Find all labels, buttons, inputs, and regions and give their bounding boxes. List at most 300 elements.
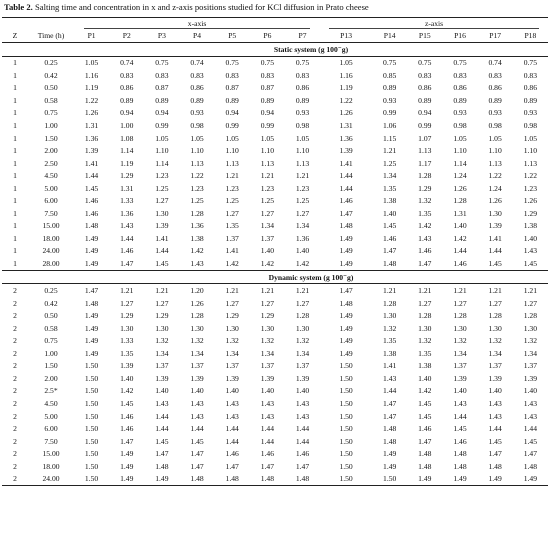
table-cell: 1.05 [190,133,204,143]
table-cell: 1.41 [84,158,99,168]
table-cell: 1.41 [383,361,397,371]
table-cell: 0.93 [295,108,310,118]
table-cell: 0.89 [260,95,274,105]
table-cell: 2 [13,398,17,408]
table-row [2,69,548,82]
table-cell: 0.75 [260,58,274,68]
column-header: P1 [74,29,109,43]
table-cell: 1.30 [295,323,310,333]
table-cell: 1.35 [418,208,432,218]
table-cell: 1.45 [478,257,513,270]
table-cell: 1.10 [260,146,274,156]
column-header: P17 [478,29,513,43]
table-cell: 1.49 [84,336,99,346]
table-cell: 1.50 [84,436,99,446]
table-cell: 0.94 [225,108,239,118]
table-cell: 1.31 [453,208,467,218]
table-cell: 1.49 [109,473,144,486]
table-row [2,82,548,95]
table-cell: 1 [13,58,17,68]
section-title: Static system (g 100⁻g) [74,43,548,57]
table-cell: 1.37 [155,361,169,371]
table-cell: 1.43 [179,257,214,270]
table-cell: 1.46 [225,449,239,459]
column-header: P14 [372,29,407,43]
table-cell: 1.00 [44,348,58,358]
table-cell: 1.38 [418,361,432,371]
table-cell: 1.23 [225,183,239,193]
table-cell: 1.43 [383,373,397,383]
table-cell: 1.21 [295,286,310,296]
table-cell: 1.49 [84,233,99,243]
table-cell: 1.13 [488,158,502,168]
table-cell: 1.44 [339,171,353,181]
table-cell: 2 [13,336,17,346]
table-cell: 0.83 [225,70,239,80]
table-cell: 2 [13,323,17,333]
table-cell: 1.47 [295,461,310,471]
table-cell: 1.22 [339,95,353,105]
table-cell: 1.38 [190,233,204,243]
table-cell: 1.48 [179,473,214,486]
table-cell: 1.23 [295,183,310,193]
table-cell: 1.43 [418,233,432,243]
table-cell: 1.43 [260,411,274,421]
table-cell: 1.39 [120,361,134,371]
table-cell: 0.99 [383,108,397,118]
table-cell: 1.10 [295,146,310,156]
table-cell: 1.49 [383,449,397,459]
table-cell: 1.13 [418,146,432,156]
table-cell: 1.00 [44,121,58,130]
table-cell: 1.47 [407,257,442,270]
section-title-row [2,270,548,284]
table-row [2,232,548,245]
table-cell: 1.50 [339,373,353,383]
table-cell: 1.22 [190,171,204,181]
table-cell: 1.35 [383,336,397,346]
table-cell: 1.37 [260,361,274,371]
table-cell: 1.47 [488,449,502,459]
table-cell: 1.32 [488,336,502,346]
table-cell: 1.43 [190,398,204,408]
table-cell: 0.86 [120,83,134,93]
table-cell: 1.10 [488,146,502,156]
table-cell: 1.21 [418,286,432,296]
table-cell: 0.75 [418,58,432,68]
table-cell: 2.50 [44,158,58,168]
table-cell: 0.85 [383,70,397,80]
table-cell: 1.21 [225,286,239,296]
table-cell: 1.27 [453,298,467,308]
table-cell: 1.38 [383,196,397,206]
table-cell: 1.19 [120,158,134,168]
table-cell: 24.00 [28,473,74,486]
table-cell: 1.38 [523,221,537,231]
table-cell: 1.08 [120,133,134,143]
table-cell: 1.31 [339,121,353,130]
table-cell: 1.05 [155,133,169,143]
table-cell: 1.49 [120,449,134,459]
table-cell: 1.13 [295,158,310,168]
table-row [2,207,548,220]
table-cell: 1.40 [155,386,169,396]
table-cell: 0.99 [260,121,274,130]
table-cell: 1.27 [120,298,134,308]
table-cell: 1.27 [260,208,274,218]
table-cell: 1.33 [120,336,134,346]
table-cell: 1.50 [44,133,58,143]
table-cell: 1.32 [260,336,274,346]
table-cell: 1.13 [225,158,239,168]
table-cell: 1.44 [155,424,169,434]
table-cell: 1 [13,196,17,206]
table-cell: 0.83 [260,70,274,80]
table-cell: 1.44 [225,436,239,446]
table-cell: 0.89 [120,95,134,105]
column-header: P6 [250,29,285,43]
table-cell: 5.00 [44,183,58,193]
table-cell: 0.83 [523,70,537,80]
table-cell: 1.43 [295,411,310,421]
table-cell: 1.47 [109,257,144,270]
table-cell: 2 [13,348,17,358]
table-cell: 0.50 [44,311,58,321]
table-cell: 1.25 [225,196,239,206]
table-cell: 1.21 [523,286,537,296]
table-cell: 6.00 [44,424,58,434]
table-row [2,144,548,157]
table-cell: 1.46 [339,196,353,206]
table-cell: 1.27 [488,298,502,308]
table-cell: 1.50 [84,373,99,383]
column-header: Time (h) [28,29,74,43]
table-cell: 1.42 [120,386,134,396]
table-cell: 1.07 [418,133,432,143]
table-cell: 1.47 [383,246,397,256]
table-cell: 1.37 [190,361,204,371]
table-cell: 1.37 [453,361,467,371]
table-cell: 1.48 [453,449,467,459]
table-cell: 1.21 [260,171,274,181]
table-cell: 1 [13,246,17,256]
table-cell: 1.46 [453,436,467,446]
table-cell: 1.50 [372,473,407,486]
table-row [2,334,548,347]
table-cell: 1.39 [488,373,502,383]
table-cell: 18.00 [42,461,60,471]
table-cell: 1.05 [295,133,310,143]
table-cell: 1.47 [190,461,204,471]
table-cell: 2.00 [44,146,58,156]
table-cell: 1.19 [84,83,99,93]
table-cell: 1.47 [190,449,204,459]
table-row [2,460,548,473]
section-title-row [2,43,548,57]
table-cell: 1.28 [453,196,467,206]
table-cell: 1.23 [190,183,204,193]
table-cell: 1.40 [260,246,274,256]
table-cell: 0.93 [488,108,502,118]
table-cell: 0.93 [190,108,204,118]
column-header: P4 [179,29,214,43]
table-cell: 1.46 [295,449,310,459]
table-cell: 1.05 [225,133,239,143]
table-cell: 0.58 [44,95,58,105]
table-cell: 0.86 [190,83,204,93]
table-cell: 1.40 [453,221,467,231]
table-cell: 1.45 [144,257,179,270]
table-cell: 1.25 [260,196,274,206]
table-cell: 1.39 [84,146,99,156]
table-cell: 1 [13,183,17,193]
table-cell: 2 [13,424,17,434]
table-cell: 0.74 [120,58,134,68]
table-cell: 1 [13,221,17,231]
table-cell: 1 [13,83,17,93]
table-cell: 1.42 [190,246,204,256]
table-cell: 1.06 [383,121,397,130]
column-header: Z [2,29,28,43]
table-cell: 0.87 [155,83,169,93]
z-axis-header: z-axis [320,18,548,30]
table-cell: 1.48 [84,298,99,308]
table-cell: 1.27 [225,208,239,218]
table-cell: 4.50 [44,398,58,408]
table-cell: 0.75 [44,336,58,346]
column-header: P3 [144,29,179,43]
table-cell: 1.10 [190,146,204,156]
table-cell: 1.47 [120,436,134,446]
table-cell: 1.31 [120,183,134,193]
table-cell: 1.30 [120,323,134,333]
table-cell: 1.25 [155,183,169,193]
table-cell: 1.45 [84,183,99,193]
table-cell: 1.47 [339,286,353,296]
table-cell: 1.29 [260,311,274,321]
table-cell: 1.50 [84,424,99,434]
table-cell: 1.41 [225,246,239,256]
table-cell: 1.45 [418,411,432,421]
table-cell: 0.86 [453,83,467,93]
table-cell: 1.27 [155,196,169,206]
table-cell: 1.39 [339,146,353,156]
table-cell: 1.40 [383,208,397,218]
table-cell: 1.34 [260,221,274,231]
table-cell: 7.50 [44,436,58,446]
table-cell: 0.83 [295,70,310,80]
table-cell: 0.98 [453,121,467,130]
table-cell: 1.47 [155,449,169,459]
table-cell: 0.99 [155,121,169,130]
table-cell: 1.32 [295,336,310,346]
table-cell: 0.42 [44,70,58,80]
table-cell: 0.93 [383,95,397,105]
table-cell: 1.37 [488,361,502,371]
table-cell: 1.27 [225,298,239,308]
table-cell: 1.48 [339,298,353,308]
table-cell: 1.31 [84,121,99,130]
table-cell: 1.34 [295,221,310,231]
table-cell: 4.50 [44,171,58,181]
table-cell: 1.48 [453,461,467,471]
table-cell: 1.47 [339,208,353,218]
table-cell: 1.45 [523,436,537,446]
table-cell: 2.5* [44,386,58,396]
table-cell: 1.44 [260,424,274,434]
table-cell: 1.39 [453,373,467,383]
table-cell: 1.05 [488,133,502,143]
table-cell: 1 [13,95,17,105]
table-row [2,257,548,270]
table-cell: 1.25 [190,196,204,206]
table-cell: 0.75 [155,58,169,68]
table-cell: 1.36 [120,208,134,218]
table-cell: 0.87 [225,83,239,93]
table-cell: 1.43 [260,398,274,408]
table-row [2,422,548,435]
table-cell: 1.39 [225,373,239,383]
table-cell: 1.40 [418,373,432,383]
table-cell: 7.50 [44,208,58,218]
table-cell: 1.10 [523,146,537,156]
table-cell: 1.34 [295,348,310,358]
table-cell: 1.40 [295,246,310,256]
table-row [2,297,548,310]
table-cell: 1.27 [295,298,310,308]
table-cell: 0.86 [295,83,310,93]
table-cell: 1 [13,70,17,80]
table-cell: 1.32 [523,336,537,346]
table-cell: 1.05 [339,58,353,68]
table-cell: 0.93 [453,108,467,118]
caption-label: Table 2. [4,2,33,12]
table-cell: 1.43 [225,411,239,421]
table-cell: 0.42 [44,298,58,308]
table-cell: 0.50 [44,83,58,93]
table-cell: 1.27 [155,298,169,308]
table-cell: 1.44 [155,246,169,256]
table-cell: 1.28 [488,311,502,321]
table-cell: 0.75 [44,108,58,118]
table-cell: 15.00 [42,221,60,231]
table-cell: 1.34 [383,171,397,181]
table-cell: 0.86 [418,83,432,93]
table-cell: 1.35 [418,348,432,358]
table-cell: 1.43 [225,398,239,408]
table-cell: 1.49 [74,257,109,270]
table-cell: 1.50 [339,436,353,446]
table-row [2,169,548,182]
table-cell: 1.29 [418,183,432,193]
table-cell: 1.49 [320,257,372,270]
table-cell: 0.74 [190,58,204,68]
table-cell: 1.32 [453,336,467,346]
table-cell: 1.45 [513,257,548,270]
table-cell: 1.34 [155,348,169,358]
table-cell: 1.35 [120,348,134,358]
table-cell: 1.37 [225,361,239,371]
table-cell: 0.83 [418,70,432,80]
table-cell: 1.39 [295,373,310,383]
table-cell: 1.47 [418,436,432,446]
table-cell: 2 [13,286,17,296]
table-cell: 1.37 [260,233,274,243]
table-cell: 1.45 [418,398,432,408]
table-cell: 1.32 [225,336,239,346]
table-cell: 1.20 [190,286,204,296]
table-cell: 1.50 [339,398,353,408]
table-cell: 1.39 [260,373,274,383]
table-cell: 1.40 [453,386,467,396]
column-header: P5 [215,29,250,43]
table-cell: 1.34 [453,348,467,358]
section-title: Dynamic system (g 100⁻g) [74,270,548,284]
table-cell: 1.49 [513,473,548,486]
table-cell: 1.44 [453,246,467,256]
table-cell: 0.75 [453,58,467,68]
table-cell: 0.98 [190,121,204,130]
table-cell: 18.00 [42,233,60,243]
table-cell: 1.44 [488,246,502,256]
table-cell: 0.99 [225,121,239,130]
table-cell: 1.14 [120,146,134,156]
table-cell: 1.49 [144,473,179,486]
table-row [2,435,548,448]
table-cell: 1.43 [523,246,537,256]
table-cell: 1.44 [295,436,310,446]
table-cell: 1.48 [488,461,502,471]
table-cell: 0.86 [523,83,537,93]
table-cell: 1.27 [295,208,310,218]
table-cell: 1.21 [225,171,239,181]
table-cell: 1.21 [383,286,397,296]
table-cell: 1.44 [453,411,467,421]
table-cell: 1.28 [190,311,204,321]
x-axis-header: x-axis [74,18,320,30]
table-cell: 1 [2,257,28,270]
table-cell: 1.46 [120,411,134,421]
table-cell: 1.23 [260,183,274,193]
table-cell: 1.42 [285,257,320,270]
table-cell: 1.40 [523,386,537,396]
table-cell: 1.50 [339,424,353,434]
table-cell: 1 [13,233,17,243]
table-row [2,245,548,258]
table-cell: 1.30 [155,323,169,333]
table-caption [4,2,369,13]
table-cell: 1.44 [120,233,134,243]
table-row [2,182,548,195]
table-cell: 1.42 [250,257,285,270]
column-header: P7 [285,29,320,43]
table-cell: 1.40 [190,386,204,396]
table-cell: 1.44 [155,411,169,421]
table-cell: 2 [13,311,17,321]
column-header: P13 [320,29,372,43]
table-cell: 0.75 [225,58,239,68]
table-cell: 1.17 [418,158,432,168]
table-cell: 1.48 [339,221,353,231]
table-cell: 1.36 [84,133,99,143]
table-cell: 1.46 [84,208,99,218]
table-cell: 0.94 [155,108,169,118]
table-cell: 0.25 [44,286,58,296]
table-cell: 0.98 [295,121,310,130]
table-row [2,385,548,398]
table-cell: 1.49 [120,461,134,471]
table-cell: 0.98 [523,121,537,130]
